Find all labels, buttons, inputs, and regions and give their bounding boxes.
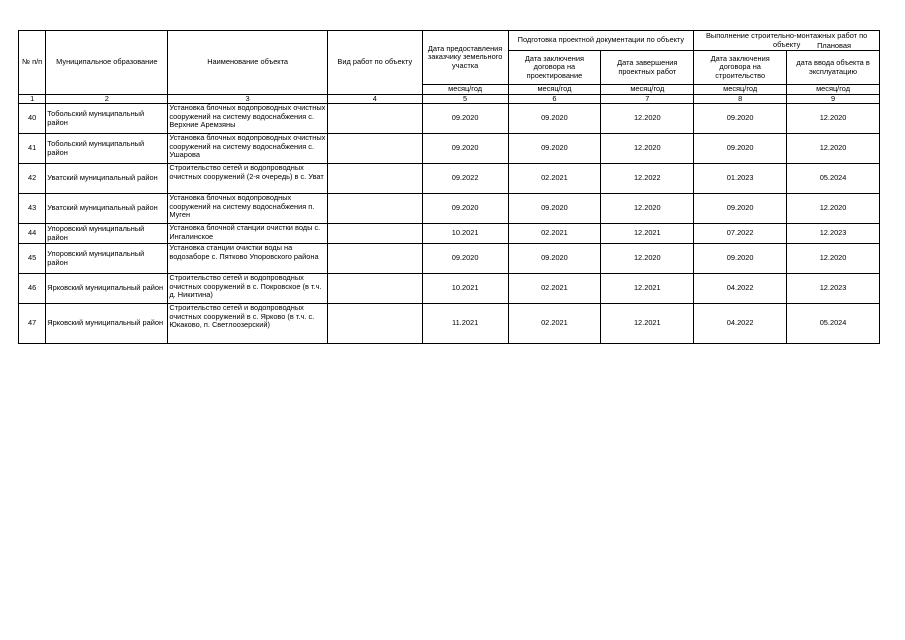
row-build-contract: 04.2022 [694, 304, 787, 344]
row-num: 40 [19, 104, 46, 134]
row-num: 47 [19, 304, 46, 344]
unit-land-date: месяц/год [422, 85, 508, 95]
row-commission: 12.2023 [787, 224, 880, 244]
row-object: Строительство сетей и водопроводных очистных сооружений в с. Ярково (в т.ч. с. Юкаково, п. Светлоозерский) [168, 304, 327, 344]
row-num: 44 [19, 224, 46, 244]
column-number: 9 [787, 94, 880, 104]
row-municipality: Ярковский муниципальный район [46, 304, 168, 344]
row-municipality: Упоровский муниципальный район [46, 244, 168, 274]
row-work-type [327, 244, 422, 274]
row-object: Установка блочных водопроводных сооружений на систему водоснабжения п. Муген [168, 194, 327, 224]
row-work-type [327, 194, 422, 224]
column-number-row [19, 94, 880, 104]
table-row [19, 244, 880, 274]
column-number: 5 [422, 94, 508, 104]
table-header [19, 31, 880, 104]
unit-design-end: месяц/год [601, 85, 694, 95]
row-num: 45 [19, 244, 46, 274]
row-commission: 12.2020 [787, 244, 880, 274]
row-land-date: 11.2021 [422, 304, 508, 344]
row-object: Строительство сетей и водопроводных очистных сооружений в с. Покровское (в т.ч. д. Никитина) [168, 274, 327, 304]
row-municipality: Ярковский муниципальный район [46, 274, 168, 304]
header-work-type: Вид работ по объекту [327, 31, 422, 95]
row-work-type [327, 274, 422, 304]
row-commission: 12.2020 [787, 104, 880, 134]
row-object: Установка блочных водопроводных очистных сооружений на систему водоснабжения с. Верхние Аремзяны [168, 104, 327, 134]
table-row [19, 304, 880, 344]
row-municipality: Тобольский муниципальный район [46, 104, 168, 134]
header-design-contract: Дата заключения договора на проектирование [508, 51, 601, 85]
row-build-contract: 09.2020 [694, 244, 787, 274]
row-design-contract: 09.2020 [508, 244, 601, 274]
column-number: 7 [601, 94, 694, 104]
table-row [19, 104, 880, 134]
row-municipality: Уватский муниципальный район [46, 194, 168, 224]
column-number: 8 [694, 94, 787, 104]
row-work-type [327, 104, 422, 134]
row-design-end: 12.2020 [601, 194, 694, 224]
table-row [19, 274, 880, 304]
row-num: 43 [19, 194, 46, 224]
header-object: Наименование объекта [168, 31, 327, 95]
row-design-contract: 02.2021 [508, 164, 601, 194]
header-design-group: Подготовка проектной документации по объекту [508, 31, 694, 51]
row-design-contract: 02.2021 [508, 224, 601, 244]
row-commission: 05.2024 [787, 164, 880, 194]
row-design-contract: 02.2021 [508, 274, 601, 304]
row-municipality: Уватский муниципальный район [46, 164, 168, 194]
row-design-end: 12.2021 [601, 224, 694, 244]
row-commission: 12.2023 [787, 274, 880, 304]
row-object: Установка блочных водопроводных очистных сооружений на систему водоснабжения с. Ушарова [168, 134, 327, 164]
unit-design-contract: месяц/год [508, 85, 601, 95]
header-build-group-label: Выполнение строительно-монтажных работ по объекту [706, 30, 868, 49]
header-municipality: Муниципальное образование [46, 31, 168, 95]
row-work-type [327, 164, 422, 194]
table-row [19, 164, 880, 194]
header-build-group-extra: Плановая [817, 41, 851, 51]
row-num: 46 [19, 274, 46, 304]
header-num: № п/п [19, 31, 46, 95]
schedule-table [18, 30, 880, 344]
column-number: 6 [508, 94, 601, 104]
row-design-contract: 09.2020 [508, 104, 601, 134]
row-build-contract: 07.2022 [694, 224, 787, 244]
row-num: 41 [19, 134, 46, 164]
row-land-date: 09.2022 [422, 164, 508, 194]
row-object: Установка блочной станции очистки воды с. Ингалинское [168, 224, 327, 244]
row-design-end: 12.2020 [601, 134, 694, 164]
row-commission: 12.2020 [787, 134, 880, 164]
row-build-contract: 09.2020 [694, 134, 787, 164]
row-design-end: 12.2020 [601, 244, 694, 274]
row-work-type [327, 134, 422, 164]
column-number: 3 [168, 94, 327, 104]
row-land-date: 09.2020 [422, 244, 508, 274]
column-number: 4 [327, 94, 422, 104]
unit-commission: месяц/год [787, 85, 880, 95]
row-design-contract: 09.2020 [508, 194, 601, 224]
row-commission: 05.2024 [787, 304, 880, 344]
row-object: Установка станции очистки воды на водозаборе с. Пятково Упоровского района [168, 244, 327, 274]
row-object: Строительство сетей и водопроводных очистных сооружений (2-я очередь) в с. Уват [168, 164, 327, 194]
row-municipality: Упоровский муниципальный район [46, 224, 168, 244]
row-design-contract: 02.2021 [508, 304, 601, 344]
row-land-date: 10.2021 [422, 224, 508, 244]
row-build-contract: 09.2020 [694, 194, 787, 224]
row-design-end: 12.2020 [601, 104, 694, 134]
row-work-type [327, 224, 422, 244]
row-design-end: 12.2021 [601, 274, 694, 304]
row-num: 42 [19, 164, 46, 194]
table-row [19, 224, 880, 244]
column-number: 2 [46, 94, 168, 104]
header-build-contract: Дата заключения договора на строительство [694, 51, 787, 85]
header-build-group [694, 31, 880, 51]
row-build-contract: 01.2023 [694, 164, 787, 194]
header-design-end: Дата завершения проектных работ [601, 51, 694, 85]
row-work-type [327, 304, 422, 344]
row-build-contract: 09.2020 [694, 104, 787, 134]
row-land-date: 09.2020 [422, 134, 508, 164]
row-commission: 12.2020 [787, 194, 880, 224]
header-land-date: Дата предоставления заказчику земельного участка [422, 31, 508, 85]
table-row [19, 194, 880, 224]
row-design-end: 12.2021 [601, 304, 694, 344]
row-design-contract: 09.2020 [508, 134, 601, 164]
column-number: 1 [19, 94, 46, 104]
row-design-end: 12.2022 [601, 164, 694, 194]
table-body [19, 104, 880, 344]
row-land-date: 09.2020 [422, 104, 508, 134]
row-municipality: Тобольский муниципальный район [46, 134, 168, 164]
row-build-contract: 04.2022 [694, 274, 787, 304]
row-land-date: 09.2020 [422, 194, 508, 224]
row-land-date: 10.2021 [422, 274, 508, 304]
unit-build-contract: месяц/год [694, 85, 787, 95]
table-row [19, 134, 880, 164]
header-commission: дата ввода объекта в эксплуатацию [787, 51, 880, 85]
